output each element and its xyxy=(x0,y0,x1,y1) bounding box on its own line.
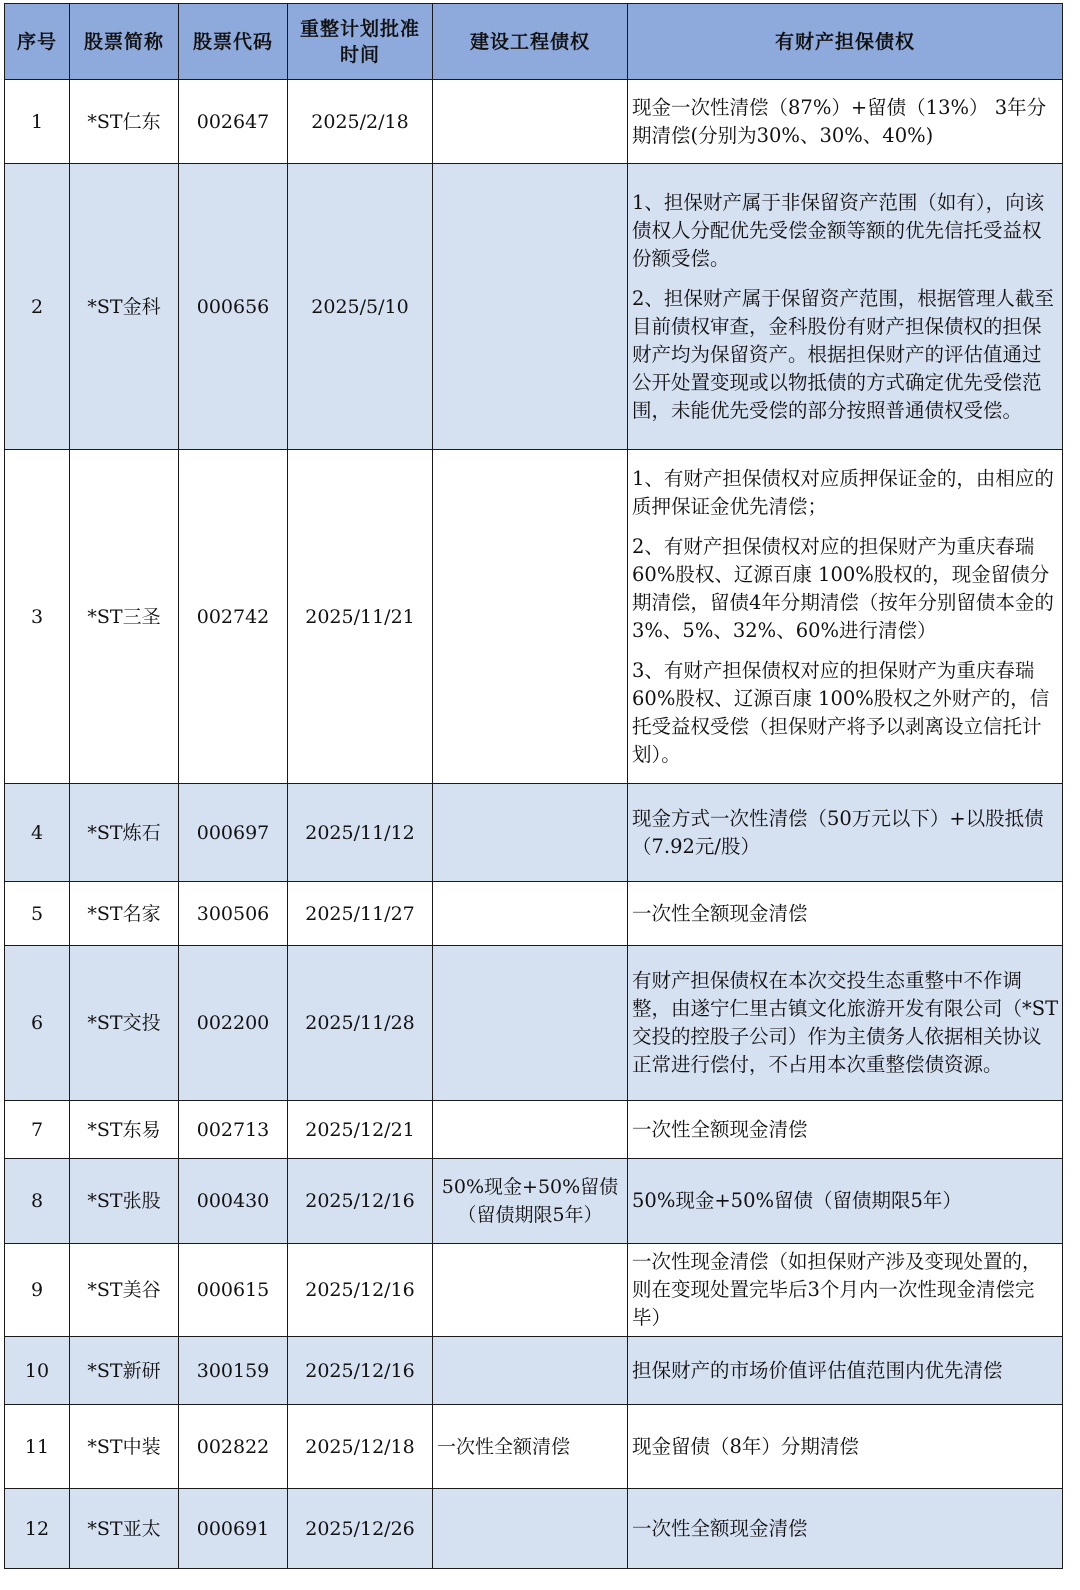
secured-text: 50%现金+50%留债（留债期限5年） xyxy=(632,1189,962,1212)
cell-approval-date: 2025/11/28 xyxy=(288,946,433,1101)
secured-text: 现金留债（8年）分期清偿 xyxy=(632,1434,859,1458)
cell-construction-claims xyxy=(433,80,628,164)
cell-secured-claims xyxy=(628,1489,1063,1569)
cell-serial: 1 xyxy=(5,80,70,164)
cell-stock-name: *ST美谷 xyxy=(70,1244,179,1337)
cell-stock-name: *ST东易 xyxy=(70,1101,179,1159)
cell-construction-claims xyxy=(433,1337,628,1405)
secured-text: 现金一次性清偿（87%）+留债（13%） 3年分期清偿(分别为30%、30%、40%) xyxy=(632,95,1047,147)
cell-construction-claims: 一次性全额清偿 xyxy=(433,1405,628,1489)
cell-secured-claims xyxy=(628,1405,1063,1489)
table-row xyxy=(5,1101,1063,1159)
table-row xyxy=(5,450,1063,784)
cell-stock-name: *ST炼石 xyxy=(70,784,179,882)
cell-stock-code: 000697 xyxy=(179,784,288,882)
cell-secured-claims xyxy=(628,946,1063,1101)
secured-text: 现金方式一次性清偿（50万元以下）+以股抵债（7.92元/股） xyxy=(632,806,1044,858)
cell-approval-date: 2025/11/12 xyxy=(288,784,433,882)
cell-approval-date: 2025/12/26 xyxy=(288,1489,433,1569)
secured-text: 一次性全额现金清偿 xyxy=(632,1117,808,1141)
cell-serial: 7 xyxy=(5,1101,70,1159)
cell-construction-claims xyxy=(433,784,628,882)
cell-approval-date: 2025/12/16 xyxy=(288,1244,433,1337)
cell-serial: 10 xyxy=(5,1337,70,1405)
cell-stock-code: 002200 xyxy=(179,946,288,1101)
cell-stock-code: 000691 xyxy=(179,1489,288,1569)
secured-text: 1、担保财产属于非保留资产范围（如有），向该债权人分配优先受偿金额等额的优先信托受益权份额受偿。 xyxy=(632,190,1045,270)
cell-stock-code: 000615 xyxy=(179,1244,288,1337)
cell-secured-claims xyxy=(628,1337,1063,1405)
cell-approval-date: 2025/11/21 xyxy=(288,450,433,784)
cell-stock-code: 002713 xyxy=(179,1101,288,1159)
cell-approval-date: 2025/12/16 xyxy=(288,1159,433,1244)
cell-serial: 11 xyxy=(5,1405,70,1489)
header-serial: 序号 xyxy=(5,4,70,80)
cell-construction-claims xyxy=(433,882,628,946)
cell-stock-name: *ST三圣 xyxy=(70,450,179,784)
cell-stock-name: *ST名家 xyxy=(70,882,179,946)
table-row xyxy=(5,882,1063,946)
header-stock-code: 股票代码 xyxy=(179,4,288,80)
cell-serial: 5 xyxy=(5,882,70,946)
cell-stock-name: *ST仁东 xyxy=(70,80,179,164)
cell-construction-claims xyxy=(433,946,628,1101)
table-row xyxy=(5,164,1063,450)
table-row xyxy=(5,784,1063,882)
cell-stock-code: 300506 xyxy=(179,882,288,946)
cell-secured-claims xyxy=(628,1101,1063,1159)
table-row xyxy=(5,946,1063,1101)
secured-text: 一次性全额现金清偿 xyxy=(632,901,808,925)
cell-secured-claims xyxy=(628,882,1063,946)
secured-text: 3、有财产担保债权对应的担保财产为重庆春瑞 60%股权、辽源百康 100%股权之外财产的，信托受益权受偿（担保财产将予以剥离设立信托计划）。 xyxy=(632,658,1050,766)
cell-serial: 4 xyxy=(5,784,70,882)
cell-secured-claims xyxy=(628,80,1063,164)
table-row xyxy=(5,1159,1063,1244)
cell-stock-name: *ST交投 xyxy=(70,946,179,1101)
cell-serial: 9 xyxy=(5,1244,70,1337)
cell-approval-date: 2025/12/18 xyxy=(288,1405,433,1489)
cell-stock-code: 300159 xyxy=(179,1337,288,1405)
cell-secured-claims xyxy=(628,1159,1063,1244)
cell-approval-date: 2025/12/16 xyxy=(288,1337,433,1405)
cell-approval-date: 2025/5/10 xyxy=(288,164,433,450)
secured-text: 有财产担保债权在本次交投生态重整中不作调整，由遂宁仁里古镇文化旅游开发有限公司（*ST交投的控股子公司）作为主债务人依据相关协议正常进行偿付，不占用本次重整偿债资源。 xyxy=(632,969,1059,1076)
table-row xyxy=(5,1337,1063,1405)
cell-stock-name: *ST亚太 xyxy=(70,1489,179,1569)
cell-construction-claims xyxy=(433,1244,628,1337)
restructuring-table xyxy=(4,3,1063,1569)
secured-text: 2、担保财产属于保留资产范围，根据管理人截至目前债权审查，金科股份有财产担保债权的担保财产均为保留资产。根据担保财产的评估值通过公开处置变现或以物抵债的方式确定优先受偿范围，未能优先受偿的部分按照普通债权受偿。 xyxy=(632,286,1054,422)
cell-serial: 8 xyxy=(5,1159,70,1244)
cell-secured-claims xyxy=(628,450,1063,784)
secured-text: 一次性现金清偿（如担保财产涉及变现处置的，则在变现处置完毕后3个月内一次性现金清偿完毕） xyxy=(632,1250,1042,1329)
cell-serial: 6 xyxy=(5,946,70,1101)
cell-construction-claims xyxy=(433,1489,628,1569)
header-construction-claims: 建设工程债权 xyxy=(433,4,628,80)
secured-text: 2、有财产担保债权对应的担保财产为重庆春瑞 60%股权、辽源百康 100%股权的，现金留债分期清偿，留债4年分期清偿（按年分别留债本金的 3%、5%、32%、60%进行清偿） xyxy=(632,534,1054,642)
cell-secured-claims xyxy=(628,164,1063,450)
table-row xyxy=(5,1244,1063,1337)
cell-approval-date: 2025/12/21 xyxy=(288,1101,433,1159)
cell-construction-claims: 50%现金+50%留债（留债期限5年） xyxy=(433,1159,628,1244)
cell-stock-code: 000430 xyxy=(179,1159,288,1244)
secured-text: 担保财产的市场价值评估值范围内优先清偿 xyxy=(632,1358,1003,1382)
cell-serial: 3 xyxy=(5,450,70,784)
cell-secured-claims xyxy=(628,784,1063,882)
cell-serial: 2 xyxy=(5,164,70,450)
cell-secured-claims xyxy=(628,1244,1063,1337)
cell-approval-date: 2025/2/18 xyxy=(288,80,433,164)
cell-stock-code: 002822 xyxy=(179,1405,288,1489)
cell-approval-date: 2025/11/27 xyxy=(288,882,433,946)
header-approval-date: 重整计划批准时间 xyxy=(288,4,433,80)
cell-stock-name: *ST金科 xyxy=(70,164,179,450)
cell-construction-claims xyxy=(433,164,628,450)
cell-stock-code: 002647 xyxy=(179,80,288,164)
header-secured-claims: 有财产担保债权 xyxy=(628,4,1063,80)
table-row xyxy=(5,1489,1063,1569)
secured-text: 1、有财产担保债权对应质押保证金的，由相应的质押保证金优先清偿； xyxy=(632,466,1054,518)
header-row xyxy=(5,4,1063,80)
table-row xyxy=(5,1405,1063,1489)
secured-text: 一次性全额现金清偿 xyxy=(632,1516,808,1540)
cell-construction-claims xyxy=(433,450,628,784)
cell-stock-name: *ST中装 xyxy=(70,1405,179,1489)
cell-stock-code: 000656 xyxy=(179,164,288,450)
cell-construction-claims xyxy=(433,1101,628,1159)
table-row xyxy=(5,80,1063,164)
header-stock-name: 股票简称 xyxy=(70,4,179,80)
cell-serial: 12 xyxy=(5,1489,70,1569)
cell-stock-name: *ST新研 xyxy=(70,1337,179,1405)
cell-stock-code: 002742 xyxy=(179,450,288,784)
cell-stock-name: *ST张股 xyxy=(70,1159,179,1244)
